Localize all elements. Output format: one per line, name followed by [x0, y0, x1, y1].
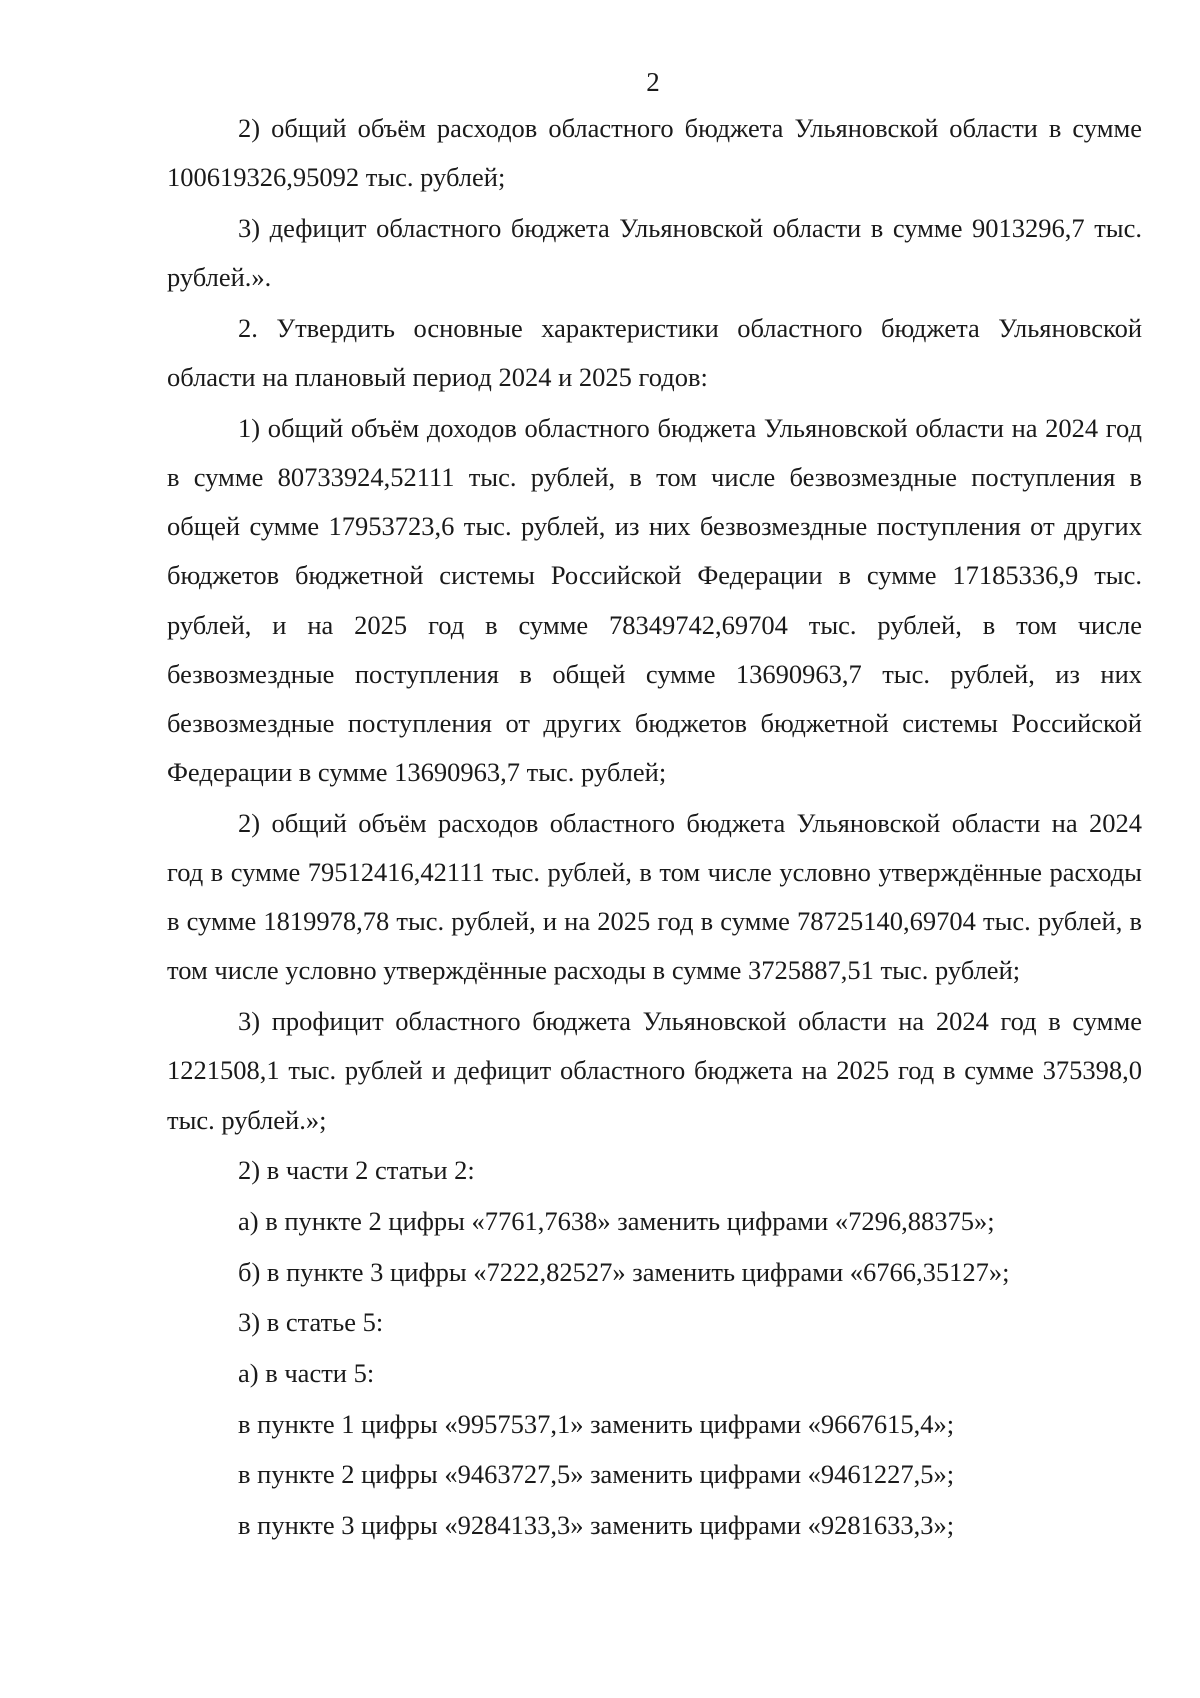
- paragraph-article-5: 3) в статье 5:: [238, 1307, 384, 1338]
- paragraph-planning-period: 2. Утвердить основные характеристики областного бюджета Ульяновской области на плановый период 2024 и 2025 годов:: [167, 312, 1142, 393]
- paragraph-surplus-deficit: 3) профицит областного бюджета Ульяновской области на 2024 год в сумме 1221508,1 тыс. рублей и дефицит областного бюджета на 2025 год в сумме 375398,0 тыс. рублей.»;: [167, 1006, 1142, 1135]
- paragraph-part-5: а) в части 5:: [238, 1358, 375, 1389]
- paragraph-item-b-point-3: б) в пункте 3 цифры «7222,82527» заменить цифрами «6766,35127»;: [238, 1256, 1010, 1287]
- paragraph-point-3-replace: в пункте 3 цифры «9284133,3» заменить цифрами «9281633,3»;: [238, 1510, 955, 1541]
- paragraph-expenditure-2023: 2) общий объём расходов областного бюджета Ульяновской области в сумме 100619326,95092 тыс. рублей;: [167, 113, 1142, 193]
- document-body: [167, 104, 1142, 1550]
- page-number: 2: [646, 67, 660, 97]
- paragraph-point-2-replace: в пункте 2 цифры «9463727,5» заменить цифрами «9461227,5»;: [238, 1459, 955, 1490]
- paragraph-expenditure-2024-2025: 2) общий объём расходов областного бюджета Ульяновской области на 2024 год в сумме 79512416,42111 тыс. рублей, в том числе условно утверждённые расходы в сумме 1819978,78 тыс. рублей, и на 2025 год в сумме 78725140,69704 тыс. рублей, в том числе условно утверждённые расходы в сумме 3725887,51 тыс. рублей;: [167, 807, 1142, 986]
- paragraph-deficit-2023: 3) дефицит областного бюджета Ульяновской области в сумме 9013296,7 тыс. рублей.».: [167, 212, 1142, 293]
- paragraph-income-2024-2025: 1) общий объём доходов областного бюджета Ульяновской области на 2024 год в сумме 80733924,52111 тыс. рублей, в том числе безвозмездные поступления в общей сумме 17953723,6 тыс. рублей, из них безвозмездные поступления от других бюджетов бюджетной системы Российской Федерации в сумме 17185336,9 тыс. рублей, и на 2025 год в сумме 78349742,69704 тыс. рублей, в том числе безвозмездные поступления в общей сумме 13690963,7 тыс. рублей, из них безвозмездные поступления от других бюджетов бюджетной системы Российской Федерации в сумме 13690963,7 тыс. рублей;: [167, 412, 1142, 788]
- paragraph-article-2-part-2: 2) в части 2 статьи 2:: [238, 1155, 475, 1186]
- paragraph-point-1-replace: в пункте 1 цифры «9957537,1» заменить цифрами «9667615,4»;: [238, 1408, 955, 1439]
- paragraph-item-a-point-2: а) в пункте 2 цифры «7761,7638» заменить цифрами «7296,88375»;: [238, 1205, 995, 1236]
